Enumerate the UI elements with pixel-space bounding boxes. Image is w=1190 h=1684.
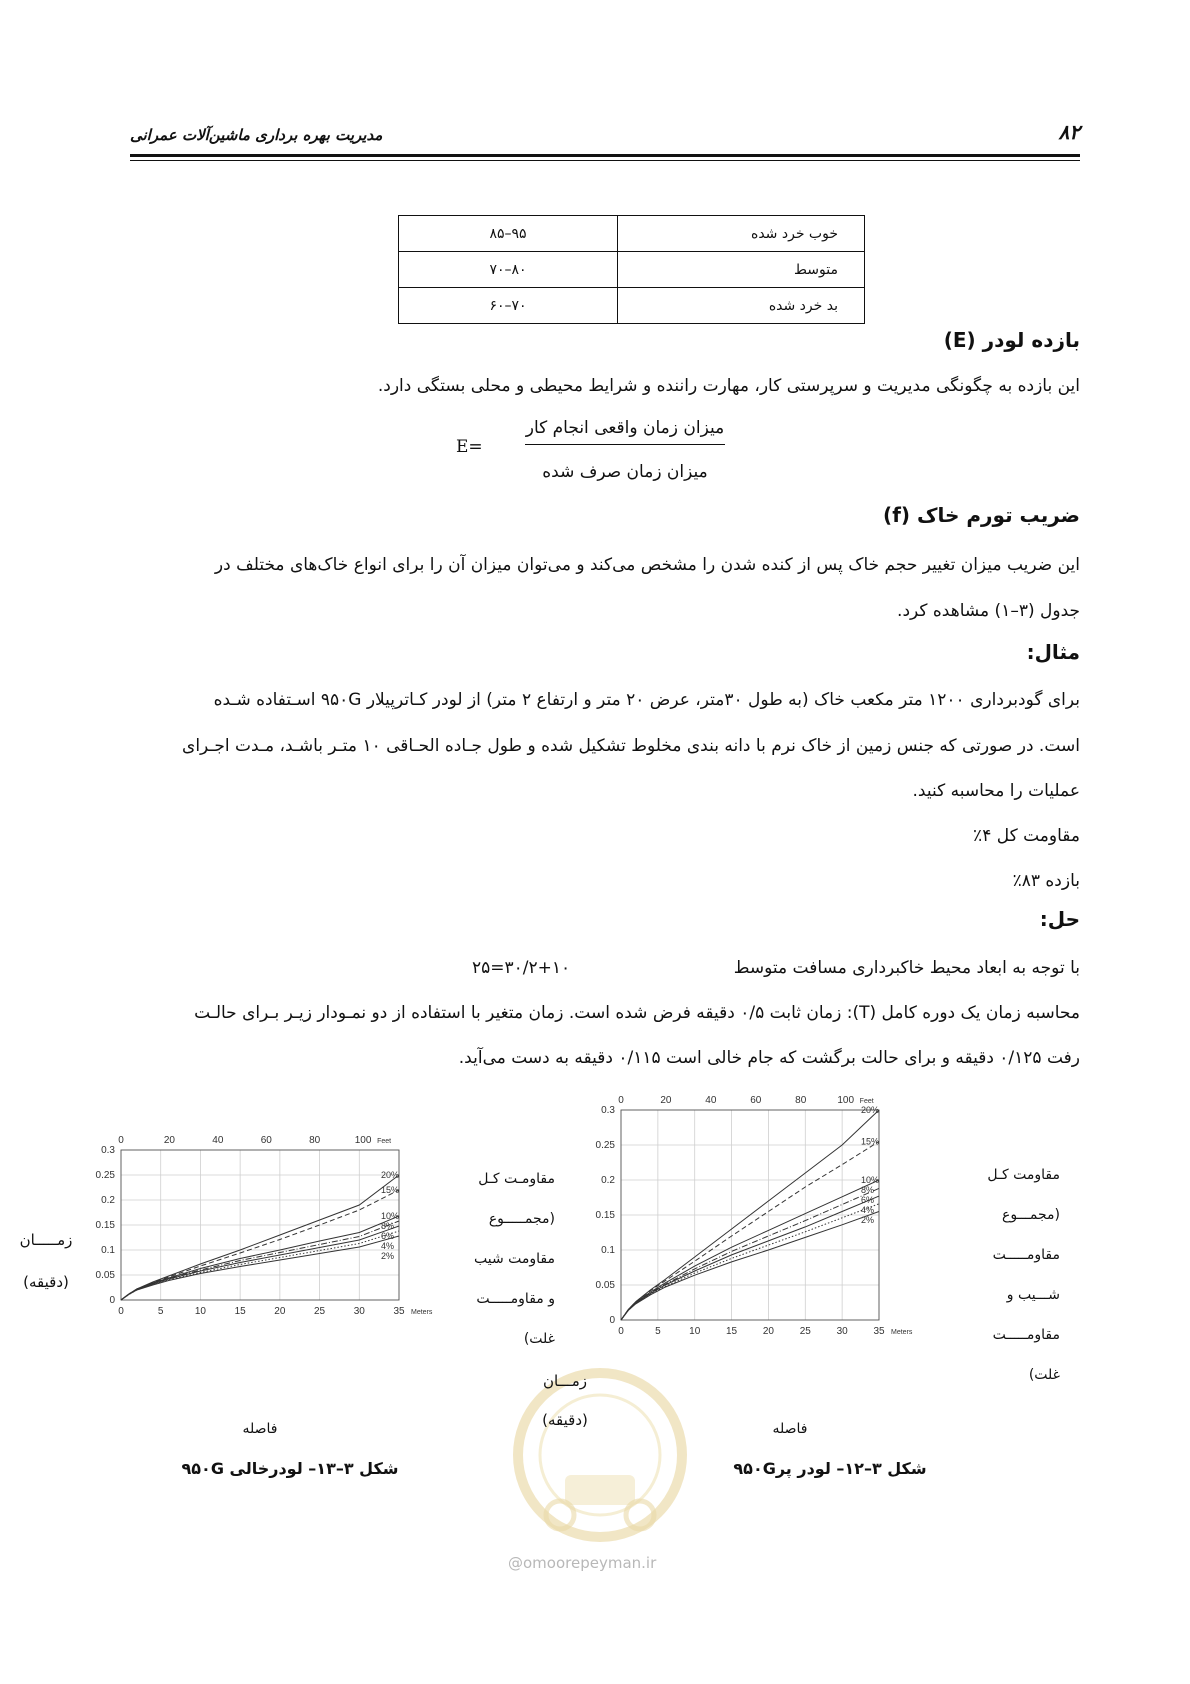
right-chart-caption: شکل ۳–۱۲– لودر پر۹۵۰G	[733, 1459, 927, 1478]
x-tick-label: 35	[393, 1306, 405, 1317]
series-line-15pct	[121, 1190, 399, 1300]
section-heading-loader-efficiency: بازده لودر (E)	[943, 328, 1080, 352]
series-line-4pct	[121, 1231, 399, 1300]
section-heading-swell-factor: ضریب تورم خاک (f)	[883, 503, 1080, 527]
soil-fragmentation-table	[398, 215, 865, 324]
x-tick-label: 20	[274, 1306, 286, 1317]
solution-line1-text: با توجه به ابعاد محیط خاکبرداری مسافت متوسط	[733, 958, 1080, 978]
x-tick-label: 10	[194, 1306, 206, 1317]
left-chart-y-title-1: زمـــــان	[19, 1231, 73, 1249]
series-end-label: 8%	[861, 1185, 875, 1195]
example-line3: عملیات را محاسبه کنید.	[912, 781, 1080, 801]
x-top-tick-label: 40	[705, 1095, 717, 1106]
y-tick-label: 0.2	[101, 1195, 115, 1206]
series-line-15pct	[621, 1142, 879, 1321]
x-tick-label: 30	[836, 1326, 848, 1337]
x-top-tick-label: 60	[260, 1135, 272, 1146]
y-tick-label: 0.15	[95, 1220, 115, 1231]
table-cell-value: ۸۰–۷۰	[399, 252, 618, 288]
formula-numerator: میزان زمان واقعی انجام کار	[525, 418, 725, 438]
left-legend-line: غلت)	[523, 1331, 555, 1347]
formula-fraction-bar	[525, 444, 725, 445]
x-top-tick-label: 100	[354, 1135, 372, 1146]
y-tick-label: 0.05	[95, 1270, 115, 1281]
series-end-label: 2%	[861, 1215, 875, 1225]
solution-line3: رفت ۰/۱۲۵ دقیقه و برای حالت برگشت که جام خالی است ۰/۱۱۵ دقیقه به دست می‌آید.	[458, 1048, 1080, 1068]
left-legend-line: مقاومـت کـل	[478, 1171, 555, 1187]
x-tick-label: 30	[353, 1306, 365, 1317]
x-top-unit-label: Feet	[377, 1138, 392, 1145]
right-legend-line: مقاومـــــت	[992, 1247, 1060, 1263]
series-line-2pct	[121, 1236, 399, 1300]
left-chart-y-title-2: (دقیقه)	[23, 1273, 69, 1291]
example-line1: برای گودبرداری ۱۲۰۰ متر مکعب خاک (به طول ۳۰متر، عرض ۲۰ متر و ارتفاع ۲ متر) از لودر کـاترپیلار ۹۵۰G اسـتفاده شـده	[213, 690, 1080, 710]
series-end-label: 4%	[381, 1241, 395, 1251]
table-row	[399, 252, 865, 288]
formula-lhs: E=	[456, 437, 483, 457]
x-top-unit-label: Feet	[859, 1098, 874, 1105]
series-end-label: 6%	[861, 1195, 875, 1205]
right-chart	[585, 1080, 965, 1430]
x-tick-label: 25	[314, 1306, 326, 1317]
y-tick-label: 0	[109, 1295, 115, 1306]
series-end-label: 4%	[861, 1205, 875, 1215]
table-cell-label: بد خرد شده	[618, 288, 865, 324]
x-top-tick-label: 0	[618, 1095, 624, 1106]
series-end-label: 6%	[381, 1231, 395, 1241]
series-end-label: 20%	[861, 1105, 880, 1115]
y-tick-label: 0.25	[95, 1170, 115, 1181]
series-line-10pct	[121, 1216, 399, 1300]
series-end-label: 2%	[381, 1251, 395, 1261]
x-tick-label: 5	[157, 1306, 164, 1317]
y-tick-label: 0.05	[595, 1280, 615, 1291]
formula-denominator: میزان زمان صرف شده	[542, 462, 708, 482]
solution-line2: محاسبه زمان یک دوره کامل (T): زمان ثابت ۰/۵ دقیقه فرض شده است. زمان متغیر با استفاده از دو نمـودار زیـر بـرای حالـت	[194, 1003, 1080, 1023]
x-tick-label: 15	[726, 1326, 738, 1337]
y-tick-label: 0.3	[101, 1145, 115, 1156]
series-line-2pct	[621, 1212, 879, 1321]
x-tick-label: 35	[873, 1326, 885, 1337]
right-chart-y-title-1: زمـــان	[542, 1372, 588, 1390]
x-unit-label: Meters	[411, 1309, 433, 1316]
header-rule-thin	[130, 160, 1080, 161]
x-top-tick-label: 60	[750, 1095, 762, 1106]
paragraph-efficiency: این بازده به چگونگی مدیریت و سرپرستی کار، مهارت راننده و شرایط محیطی و محلی بستگی دارد.	[377, 376, 1080, 396]
table-row	[399, 288, 865, 324]
y-tick-label: 0.1	[101, 1245, 115, 1256]
page-number: ۸۲	[1058, 120, 1080, 144]
series-line-8pct	[621, 1188, 879, 1320]
example-heading: مثال:	[1026, 640, 1080, 664]
x-tick-label: 20	[762, 1326, 774, 1337]
series-end-label: 8%	[381, 1221, 395, 1231]
example-efficiency: بازده ۸۳٪	[1012, 871, 1080, 891]
right-legend-line: مقاومت کـل	[987, 1167, 1060, 1183]
series-end-label: 15%	[861, 1136, 880, 1147]
left-chart	[85, 1100, 465, 1430]
x-unit-label: Meters	[891, 1329, 913, 1336]
left-legend-line: مقاومت شیب	[473, 1251, 555, 1267]
x-top-tick-label: 20	[163, 1135, 175, 1146]
series-line-4pct	[621, 1204, 879, 1320]
right-legend-line: شـــیب و	[1006, 1287, 1060, 1303]
y-tick-label: 0.25	[595, 1140, 615, 1151]
x-top-tick-label: 100	[837, 1095, 855, 1106]
table-cell-label: متوسط	[618, 252, 865, 288]
table-row	[399, 216, 865, 252]
paragraph-swell-line1: این ضریب میزان تغییر حجم خاک پس از کنده شدن را مشخص می‌کند و می‌توان میزان آن را برای انواع خاک‌های مختلف در	[214, 555, 1080, 575]
series-end-label: 10%	[381, 1211, 400, 1221]
left-legend-line: و مقاومـــــت	[476, 1291, 555, 1307]
series-end-label: 20%	[381, 1170, 400, 1180]
y-tick-label: 0.3	[601, 1105, 615, 1116]
right-legend-line: غلت)	[1028, 1367, 1060, 1383]
left-chart-caption: شکل ۳–۱۳– لودرخالی ۹۵۰G	[181, 1459, 399, 1478]
running-header-title: مدیریت بهره برداری ماشین‌آلات عمرانی	[130, 126, 383, 144]
table-cell-value: ۹۵–۸۵	[399, 216, 618, 252]
right-chart-y-title-2: (دقیقه)	[542, 1411, 588, 1429]
x-tick-label: 5	[655, 1326, 661, 1337]
series-end-label: 10%	[861, 1175, 880, 1185]
y-tick-label: 0.1	[601, 1245, 615, 1256]
left-chart-x-title: فاصله	[242, 1421, 278, 1437]
right-legend-line: (مجمـــوع	[1002, 1207, 1060, 1223]
watermark-site: @omoorepeyman.ir	[508, 1554, 657, 1572]
right-chart-x-title: فاصله	[772, 1421, 808, 1437]
x-tick-label: 15	[234, 1306, 246, 1317]
x-top-tick-label: 20	[660, 1095, 672, 1106]
header-rule	[130, 154, 1080, 157]
y-tick-label: 0.2	[601, 1175, 615, 1186]
x-tick-label: 0	[118, 1306, 124, 1317]
right-chart-legend-text	[960, 1155, 1060, 1395]
example-line2: است. در صورتی که جنس زمین از خاک نرم با دانه بندی مخلوط تشکیل شده و طول جـاده الحـاقی ۱۰ متـر باشـد، مـدت اجـرای	[182, 736, 1080, 756]
y-tick-label: 0.15	[595, 1210, 615, 1221]
left-legend-line: (مجمـــــوع	[488, 1211, 555, 1227]
x-top-tick-label: 80	[795, 1095, 807, 1106]
table-cell-value: ۷۰–۶۰	[399, 288, 618, 324]
example-total-resistance: مقاومت کل ۴٪	[973, 826, 1080, 846]
x-top-tick-label: 0	[118, 1135, 124, 1146]
right-legend-line: مقاومـــــت	[992, 1327, 1060, 1343]
y-tick-label: 0	[609, 1315, 615, 1326]
solution-line1-calc: ۳۰/۲+۱۰=۲۵	[472, 958, 571, 978]
x-tick-label: 25	[799, 1326, 811, 1337]
x-tick-label: 10	[689, 1326, 701, 1337]
series-end-label: 15%	[381, 1185, 400, 1195]
left-chart-legend-text	[455, 1159, 555, 1359]
x-top-tick-label: 40	[212, 1135, 224, 1146]
x-top-tick-label: 80	[309, 1135, 321, 1146]
x-tick-label: 0	[618, 1326, 624, 1337]
table-cell-label: خوب خرد شده	[618, 216, 865, 252]
solution-heading: حل:	[1039, 907, 1080, 931]
paragraph-swell-line2: جدول (۳–۱) مشاهده کرد.	[897, 601, 1080, 621]
